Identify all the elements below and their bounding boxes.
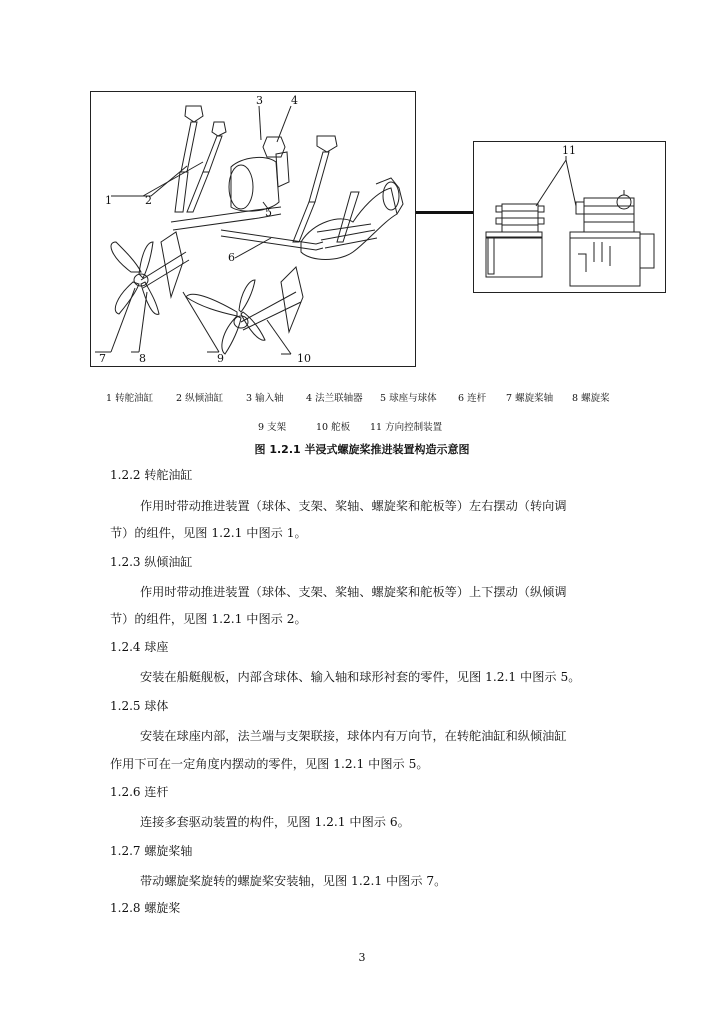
- callout-2: 2: [145, 194, 152, 207]
- legend-item: 4 法兰联轴器: [306, 393, 363, 404]
- callout-5: 5: [265, 206, 272, 219]
- figure-control-unit: [473, 141, 666, 293]
- callout-10: 10: [297, 352, 311, 365]
- legend-item: 6 连杆: [458, 393, 487, 404]
- legend-item: 8 螺旋桨: [572, 393, 610, 404]
- section-heading: 1.2.6 连杆: [110, 785, 169, 799]
- section-heading: 1.2.5 球体: [110, 699, 169, 713]
- figure-caption: 图 1.2.1 半浸式螺旋桨推进装置构造示意图: [254, 443, 470, 456]
- figure-drive-assembly: [90, 91, 416, 367]
- paragraph-line: 安装在船艇舰板，内部含球体、输入轴和球形衬套的零件，见图 1.2.1 中图示 5。: [140, 670, 581, 684]
- callout-3: 3: [256, 94, 263, 107]
- callout-9: 9: [217, 352, 224, 365]
- section-heading: 1.2.8 螺旋桨: [110, 901, 181, 915]
- drive-assembly-drawing: [91, 92, 415, 366]
- legend-item: 9 支架: [258, 422, 287, 433]
- section-heading: 1.2.2 转舵油缸: [110, 468, 193, 482]
- paragraph-line: 作用时带动推进装置（球体、支架、桨轴、螺旋桨和舵板等）左右摆动（转向调: [140, 499, 567, 513]
- callout-6: 6: [228, 251, 235, 264]
- callout-1: 1: [105, 194, 112, 207]
- paragraph-line: 安装在球座内部，法兰端与支架联接，球体内有万向节，在转舵油缸和纵倾油缸: [140, 729, 567, 743]
- legend-item: 2 纵倾油缸: [176, 393, 224, 404]
- callout-4: 4: [291, 94, 298, 107]
- section-heading: 1.2.4 球座: [110, 640, 169, 654]
- legend-item: 1 转舵油缸: [106, 393, 154, 404]
- page-number: 3: [358, 951, 366, 964]
- callout-7: 7: [99, 352, 106, 365]
- callout-8: 8: [139, 352, 146, 365]
- legend-item: 10 舵板: [316, 422, 351, 433]
- callout-11: 11: [562, 144, 576, 157]
- paragraph-line: 连接多套驱动装置的构件，见图 1.2.1 中图示 6。: [140, 815, 410, 829]
- legend-item: 5 球座与球体: [380, 393, 437, 404]
- legend-item: 11 方向控制装置: [370, 422, 443, 433]
- paragraph-line: 作用时带动推进装置（球体、支架、桨轴、螺旋桨和舵板等）上下摆动（纵倾调: [140, 585, 567, 599]
- control-unit-drawing: [474, 142, 665, 292]
- section-heading: 1.2.3 纵倾油缸: [110, 555, 193, 569]
- paragraph-line: 作用下可在一定角度内摆动的零件，见图 1.2.1 中图示 5。: [110, 757, 429, 771]
- section-heading: 1.2.7 螺旋桨轴: [110, 844, 193, 858]
- paragraph-line: 节）的组件，见图 1.2.1 中图示 2。: [110, 612, 307, 626]
- paragraph-line: 带动螺旋桨旋转的螺旋桨安装轴，见图 1.2.1 中图示 7。: [140, 874, 447, 888]
- legend-item: 7 螺旋桨轴: [506, 393, 554, 404]
- legend-item: 3 输入轴: [246, 393, 284, 404]
- paragraph-line: 节）的组件，见图 1.2.1 中图示 1。: [110, 526, 307, 540]
- figure-connector-line: [416, 211, 473, 214]
